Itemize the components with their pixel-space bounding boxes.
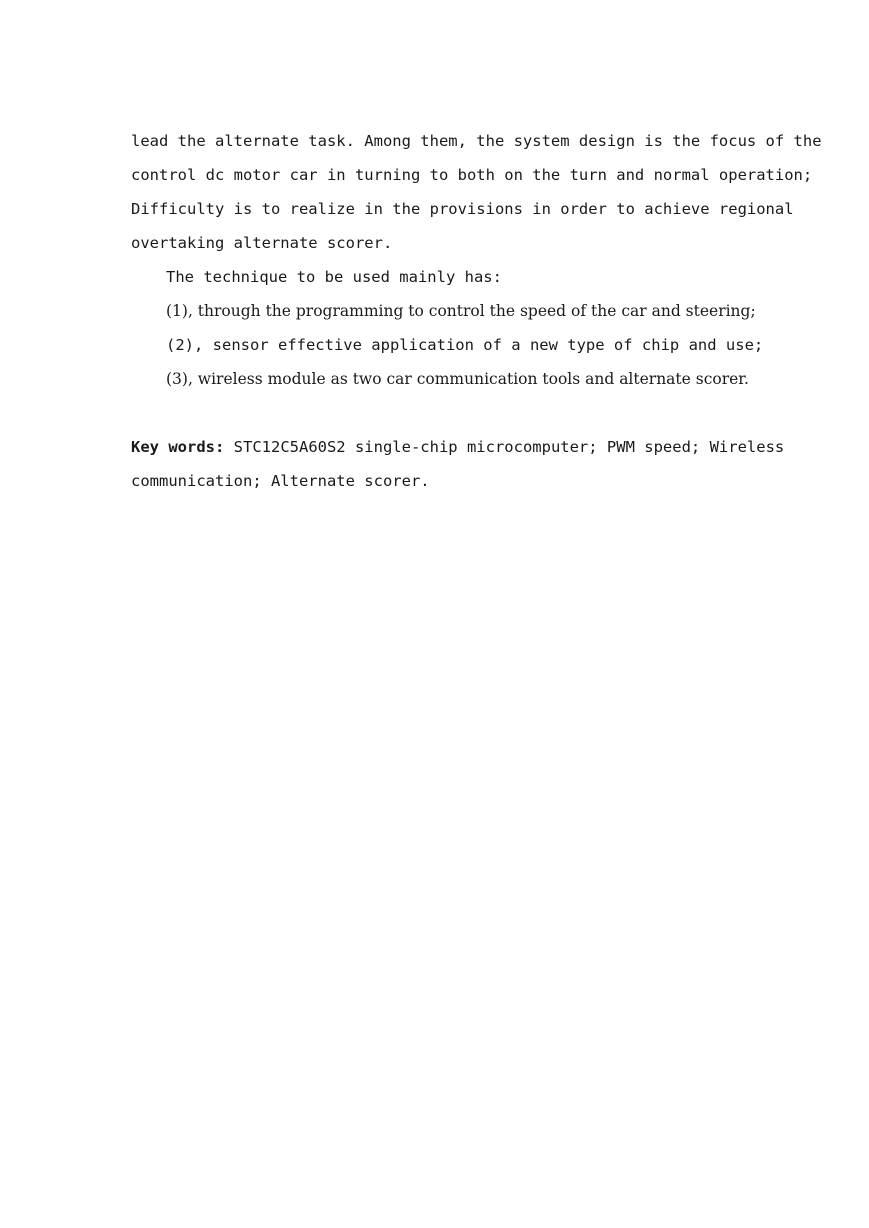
abstract-body <box>131 124 822 498</box>
section-spacer <box>131 396 763 430</box>
keywords-line-1 <box>131 430 785 464</box>
technique-item-3: (3), wireless module as two car communication tools and alternate scorer. <box>166 370 749 388</box>
abstract-line-2: control dc motor car in turning to both on the turn and normal operation; <box>131 166 813 184</box>
technique-item-2: (2), sensor effective application of a new type of chip and use; <box>166 336 764 354</box>
techniques-intro: The technique to be used mainly has: <box>166 268 502 286</box>
keywords-text-1: STC12C5A60S2 single-chip microcomputer; PWM speed; Wireless <box>224 438 785 456</box>
abstract-line-4: overtaking alternate scorer. <box>131 234 393 252</box>
abstract-paragraph <box>131 124 822 260</box>
keywords-section <box>131 430 785 498</box>
keywords-label: Key words: <box>131 438 225 456</box>
technique-item-1: (1), through the programming to control the speed of the car and steering; <box>166 302 756 320</box>
abstract-line-1: lead the alternate task. Among them, the system design is the focus of the <box>131 132 822 150</box>
keywords-line-2: communication; Alternate scorer. <box>131 472 430 490</box>
abstract-line-3: Difficulty is to realize in the provisions in order to achieve regional <box>131 200 794 218</box>
techniques-section <box>131 260 763 396</box>
